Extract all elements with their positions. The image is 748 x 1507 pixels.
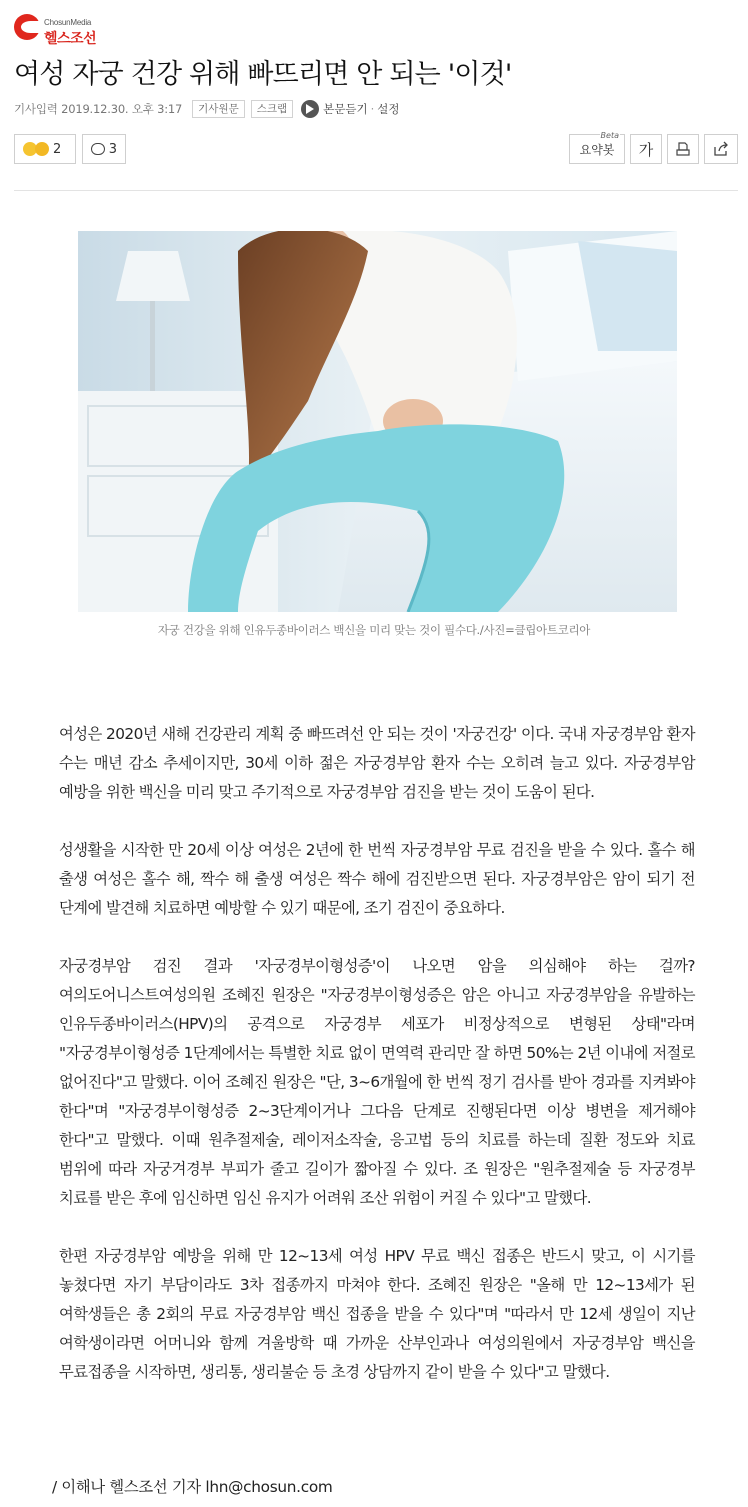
- article-paragraph: 자궁경부암 검진 결과 '자궁경부이형성증'이 나오면 암을 의심해야 하는 걸까? 여의도어니스트여성의원 조혜진 원장은 "자궁경부이형성증은 암은 아니고 자궁경부암을 유발하는 인유두종바이러스(HPV)의 공격으로 자궁경부 세포가 비정상적으로 변형된 상태"라며 "자궁경부이형성증 1단계에서는 특별한 치료 없이 면역력 관리만 잘 하면 50%는 2년 이내에 저절로 없어진다"고 말했다. 이어 조혜진 원장은 "단, 3~6개월에 한 번씩 정기 검사를 받아 경과를 지켜봐야 한다"며 "자궁경부이형성증 2~3단계이거나 그다음 단계로 진행된다면 이상 병변을 제거해야 한다"고 말했다. 이때 원추절제술, 레이저소작술, 응고법 등의 치료를 하는데 질환 정도와 치료 범위에 따라 자궁겨경부 부피가 줄고 길이가 짧아질 수 있다. 조 원장은 "원추절제술 등 자궁경부 치료를 받은 후에 임신하면 임신 유지가 어려워 조산 위험이 커질 수 있다"고 말했다.: [59, 957, 695, 1207]
- original-article-button[interactable]: 기사원문: [192, 100, 245, 118]
- photo-illustration: [78, 231, 677, 612]
- header-divider: [14, 190, 738, 191]
- logo-publisher: ChosunMedia: [44, 18, 92, 27]
- summary-label: 요약봇: [579, 142, 615, 157]
- print-icon: [675, 141, 691, 157]
- article-date: 기사입력 2019.12.30. 오후 3:17: [14, 102, 183, 116]
- logo-title: 헬스조선: [44, 31, 97, 47]
- summary-bot-button[interactable]: [569, 131, 625, 164]
- article-paragraph: 여성은 2020년 새해 건강관리 계획 중 빠뜨려선 안 되는 것이 '자궁건강' 이다. 국내 자궁경부암 환자 수는 매년 감소 추세이지만, 30세 이하 젊은 자궁경부암 환자 수는 오히려 늘고 있다. 자궁경부암 예방을 위한 백신을 미리 맞고 주기적으로 자궁경부암 검진을 받는 것이 도움이 된다.: [59, 725, 695, 801]
- article-paragraph: 성생활을 시작한 만 20세 이상 여성은 2년에 한 번씩 자궁경부암 무료 검진을 받을 수 있다. 홀수 해 출생 여성은 홀수 해, 짝수 해 출생 여성은 짝수 해에 검진받으면 된다. 자궁경부암은 암이 되기 전 단계에 발견해 치료하면 예방할 수 있기 때문에, 조기 검진이 중요하다.: [59, 841, 695, 917]
- listen-separator: ·: [370, 102, 375, 116]
- listen-button[interactable]: 본문듣기: [323, 102, 368, 116]
- site-logo[interactable]: [14, 10, 124, 47]
- emoji-count: 2: [53, 141, 62, 157]
- play-audio-icon[interactable]: [301, 100, 319, 118]
- article-byline: / 이해나 헬스조선 기자 lhn@chosun.com: [52, 1478, 333, 1496]
- photo-caption: 자궁 건강을 위해 인유두종바이러스 백신을 미리 맞는 것이 필수다./사진=클립아트코리아: [157, 623, 591, 637]
- comment-bubble-icon: [91, 143, 105, 155]
- listen-settings-button[interactable]: 설정: [377, 102, 400, 116]
- font-size-label: 가: [638, 140, 654, 159]
- share-button[interactable]: [704, 134, 738, 164]
- article-photo: [78, 231, 677, 612]
- article-meta: [14, 100, 399, 118]
- logo-mark-icon: [14, 14, 40, 40]
- print-button[interactable]: [667, 134, 699, 164]
- scrap-button[interactable]: 스크랩: [251, 100, 293, 118]
- comment-button[interactable]: [82, 134, 126, 164]
- article-title: 여성 자궁 건강 위해 빠뜨리면 안 되는 '이것': [14, 59, 512, 90]
- font-size-button[interactable]: [630, 134, 662, 164]
- article-paragraph: 한편 자궁경부암 예방을 위해 만 12~13세 여성 HPV 무료 백신 접종은 반드시 맞고, 이 시기를 놓쳤다면 자기 부담이라도 3차 접종까지 마쳐야 한다. 조혜진 원장은 "올해 만 12~13세가 된 여학생들은 총 2회의 무료 자궁경부암 백신 접종을 받을 수 있다"며 "따라서 만 12세 생일이 지난 여학생이라면 어머니와 함께 겨울방학 때 가까운 산부인과나 여성의원에서 자궁경부암 백신을 무료접종을 시작하면, 생리통, 생리불순 등 초경 상담까지 같이 받을 수 있다"고 말했다.: [59, 1247, 695, 1381]
- emoji-reaction-button[interactable]: [14, 134, 76, 164]
- article-body: [59, 720, 695, 1416]
- listen-control[interactable]: [301, 100, 399, 118]
- tear-emoji-icon: [35, 142, 49, 156]
- share-icon: [712, 141, 730, 157]
- comment-count: 3: [108, 141, 117, 157]
- beta-badge: Beta: [600, 131, 619, 140]
